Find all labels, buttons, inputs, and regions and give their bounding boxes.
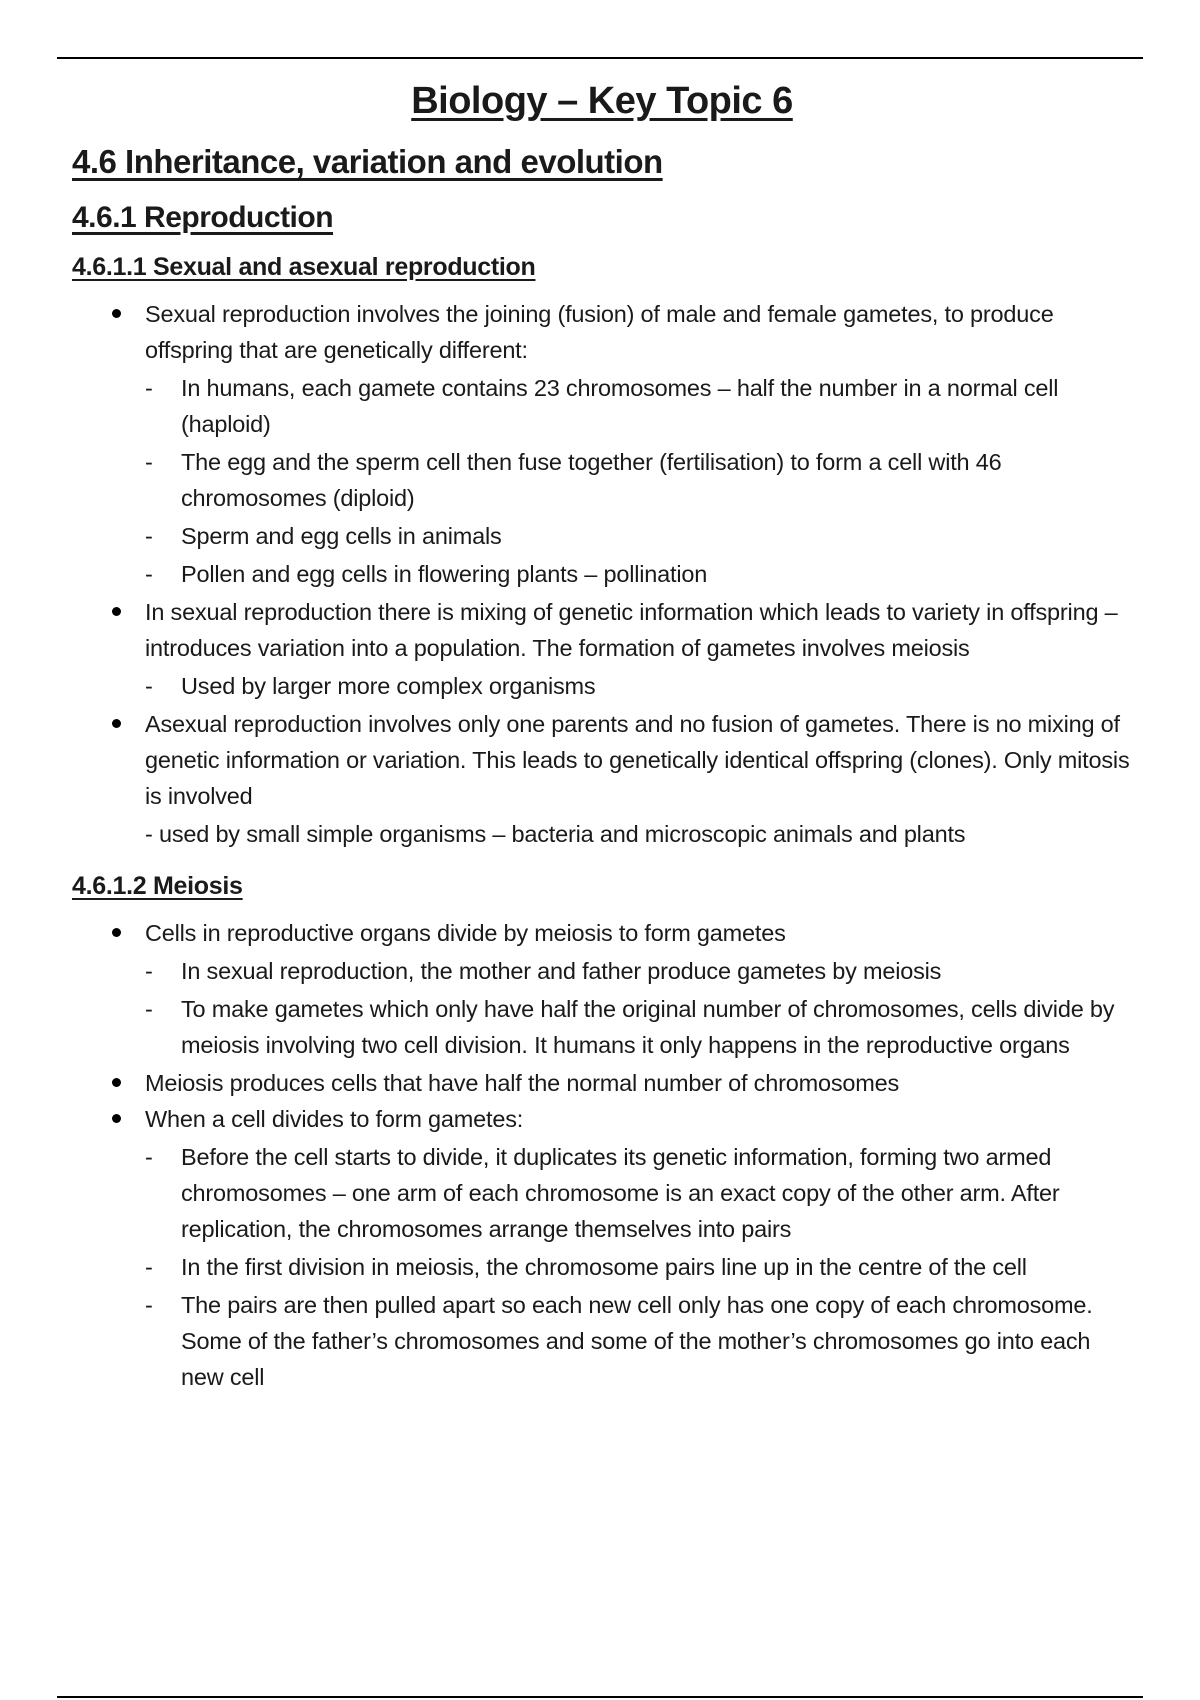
sub-item-text: In the first division in meiosis, the chromosome pairs line up in the centre of the cell [181,1254,1027,1280]
bullet-note: - used by small simple organisms – bacteria and microscopic animals and plants [145,821,966,847]
dash-icon: - [145,523,153,549]
dash-icon: - [145,375,153,401]
sub-list-item [145,556,1132,592]
subsection-heading: 4.6.1 Reproduction [72,201,334,234]
list-item [72,706,1132,852]
sub-list [145,953,1132,1063]
bullet-icon [112,719,121,728]
sub-list-item [145,444,1132,516]
reproduction-bullet-list [72,296,1132,852]
topic-heading-reproduction: 4.6.1.1 Sexual and asexual reproduction [72,253,536,281]
topic-heading-meiosis: 4.6.1.2 Meiosis [72,872,243,900]
dash-icon: - [145,996,153,1022]
sub-list-item [145,1287,1132,1395]
list-item [72,594,1132,704]
list-item [72,915,1132,1063]
bullet-text: In sexual reproduction there is mixing of genetic information which leads to variety in offspring – introduces variation into a population. The formation of gametes involves meiosis [145,599,1118,661]
sub-item-text: Used by larger more complex organisms [181,673,596,699]
bullet-icon [112,1114,121,1123]
sub-item-text: In sexual reproduction, the mother and father produce gametes by meiosis [181,958,942,984]
sub-item-text: Pollen and egg cells in flowering plants – pollination [181,561,708,587]
dash-icon: - [145,673,153,699]
footer-rule [57,1696,1143,1698]
bullet-icon [112,1078,121,1087]
dash-icon: - [145,1254,153,1280]
sub-list-item [145,518,1132,554]
meiosis-bullet-list [72,915,1132,1395]
sub-list [145,668,1132,704]
bullet-text: Sexual reproduction involves the joining (fusion) of male and female gametes, to produce offspring that are genetically different: [145,301,1054,363]
dash-icon: - [145,1292,153,1318]
sub-item-text: Before the cell starts to divide, it duplicates its genetic information, forming two armed chromosomes – one arm of each chromosome is an exact copy of the other arm. After replication, the chromosomes arrange themselves into pairs [181,1144,1060,1242]
sub-list-item [145,1249,1132,1285]
dash-icon: - [145,449,153,475]
sub-list-item [145,370,1132,442]
sub-list-item [145,991,1132,1063]
sub-list [145,1139,1132,1395]
bullet-text: When a cell divides to form gametes: [145,1106,524,1132]
list-item [72,1101,1132,1395]
document-page [72,70,1132,1397]
sub-item-text: The egg and the sperm cell then fuse together (fertilisation) to form a cell with 46 chromosomes (diploid) [181,449,1002,511]
sub-item-text: To make gametes which only have half the original number of chromosomes, cells divide by meiosis involving two cell division. It humans it only happens in the reproductive organs [181,996,1115,1058]
sub-item-text: Sperm and egg cells in animals [181,523,502,549]
bullet-text: Asexual reproduction involves only one parents and no fusion of gametes. There is no mixing of genetic information or variation. This leads to genetically identical offspring (clones). Only mitosis is involved [145,711,1130,809]
sub-list-item [145,668,1132,704]
sub-item-text: The pairs are then pulled apart so each new cell only has one copy of each chromosome. Some of the father’s chromosomes and some of the mother’s chromosomes go into each new cell [181,1292,1093,1390]
header-rule [57,57,1143,59]
bullet-icon [112,607,121,616]
list-item [72,296,1132,592]
bullet-icon [112,928,121,937]
dash-icon: - [145,1144,153,1170]
list-item [72,1065,1132,1101]
sub-list-item [145,953,1132,989]
sub-list-item [145,1139,1132,1247]
dash-icon: - [145,958,153,984]
section-heading: 4.6 Inheritance, variation and evolution [72,143,663,180]
bullet-text: Cells in reproductive organs divide by meiosis to form gametes [145,920,786,946]
sub-list [145,370,1132,592]
document-title: Biology – Key Topic 6 [411,80,793,122]
bullet-icon [112,309,121,318]
bullet-text: Meiosis produces cells that have half the normal number of chromosomes [145,1070,900,1096]
sub-item-text: In humans, each gamete contains 23 chromosomes – half the number in a normal cell (haploid) [181,375,1059,437]
dash-icon: - [145,561,153,587]
